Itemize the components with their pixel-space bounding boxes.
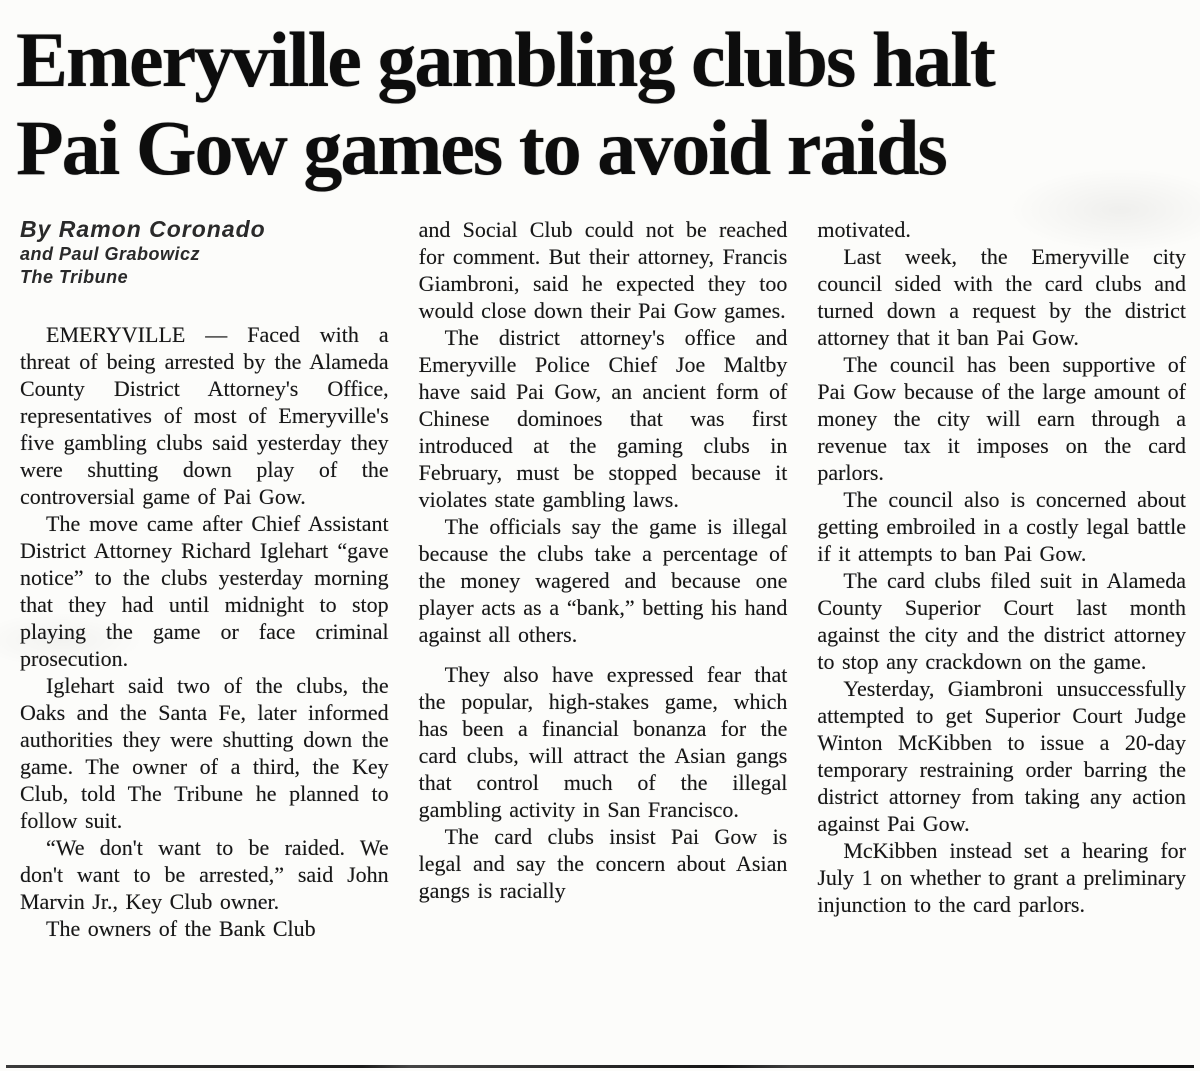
bottom-rule-divider bbox=[6, 1065, 1194, 1068]
byline-author-2: and Paul Grabowicz bbox=[20, 244, 201, 265]
paragraph: The officials say the game is illegal because the clubs take a percentage of the money wagered and because one player acts as a “bank,” betting his hand against all others. bbox=[418, 514, 788, 648]
article-body bbox=[0, 192, 1200, 942]
paragraph: Last week, the Emeryville city council sided with the card clubs and turned down a request by the district attorney that it ban Pai Gow. bbox=[817, 244, 1187, 351]
headline-line-1: Emeryville gambling clubs halt bbox=[16, 16, 994, 103]
byline-publication: The Tribune bbox=[20, 267, 129, 288]
column-1 bbox=[20, 216, 389, 942]
article-headline bbox=[0, 0, 1200, 192]
byline-author-1: By Ramon Coronado bbox=[20, 216, 266, 243]
paragraph: The council has been supportive of Pai Gow because of the large amount of money the city will earn through a revenue tax it imposes on the card parlors. bbox=[817, 352, 1187, 486]
paragraph: They also have expressed fear that the popular, high-stakes game, which has been a financial bonanza for the card clubs, will attract the Asian gangs that control much of the illegal gambling activity in San Francisco. bbox=[418, 662, 788, 823]
column-3 bbox=[817, 216, 1186, 918]
headline-line-2: Pai Gow games to avoid raids bbox=[16, 104, 946, 192]
paragraph: The district attorney's office and Emeryville Police Chief Joe Maltby have said Pai Gow, an ancient form of Chinese dominoes that was first introduced at the gaming clubs in February, must be stopped because it violates state gambling laws. bbox=[418, 325, 788, 513]
byline bbox=[20, 216, 389, 289]
paragraph: The owners of the Bank Club bbox=[46, 916, 316, 942]
paragraph: and Social Club could not be reached for comment. But their attorney, Francis Giambroni, said he expected they too would close down their Pai Gow games. bbox=[418, 217, 788, 324]
paragraph: The council also is concerned about getting embroiled in a costly legal battle if it attempts to ban Pai Gow. bbox=[817, 487, 1187, 567]
column-2 bbox=[419, 216, 788, 904]
paragraph: “We don't want to be raided. We don't want to be arrested,” said John Marvin Jr., Key Club owner. bbox=[20, 835, 389, 915]
paragraph: The move came after Chief Assistant District Attorney Richard Iglehart “gave notice” to the clubs yesterday morning that they had until midnight to stop playing the game or face criminal prosecution. bbox=[20, 511, 389, 672]
paragraph: The card clubs insist Pai Gow is legal and say the concern about Asian gangs is racially bbox=[418, 824, 788, 904]
paragraph: EMERYVILLE — Faced with a threat of being arrested by the Alameda County District Attorney's Office, representatives of most of Emeryville's five gambling clubs said yesterday they were shutting down play of the controversial game of Pai Gow. bbox=[20, 322, 389, 510]
paragraph: The card clubs filed suit in Alameda County Superior Court last month against the city and the district attorney to stop any crackdown on the game. bbox=[817, 568, 1187, 675]
paragraph: motivated. bbox=[817, 217, 911, 243]
paragraph: Yesterday, Giambroni unsuccessfully attempted to get Superior Court Judge Winton McKibben to issue a 20-day temporary restraining order barring the district attorney from taking any action against Pai Gow. bbox=[817, 676, 1187, 837]
paragraph: Iglehart said two of the clubs, the Oaks and the Santa Fe, later informed authorities they were shutting down the game. The owner of a third, the Key Club, told The Tribune he planned to follow suit. bbox=[20, 673, 389, 834]
paragraph: McKibben instead set a hearing for July 1 on whether to grant a preliminary injunction to the card parlors. bbox=[817, 838, 1187, 918]
